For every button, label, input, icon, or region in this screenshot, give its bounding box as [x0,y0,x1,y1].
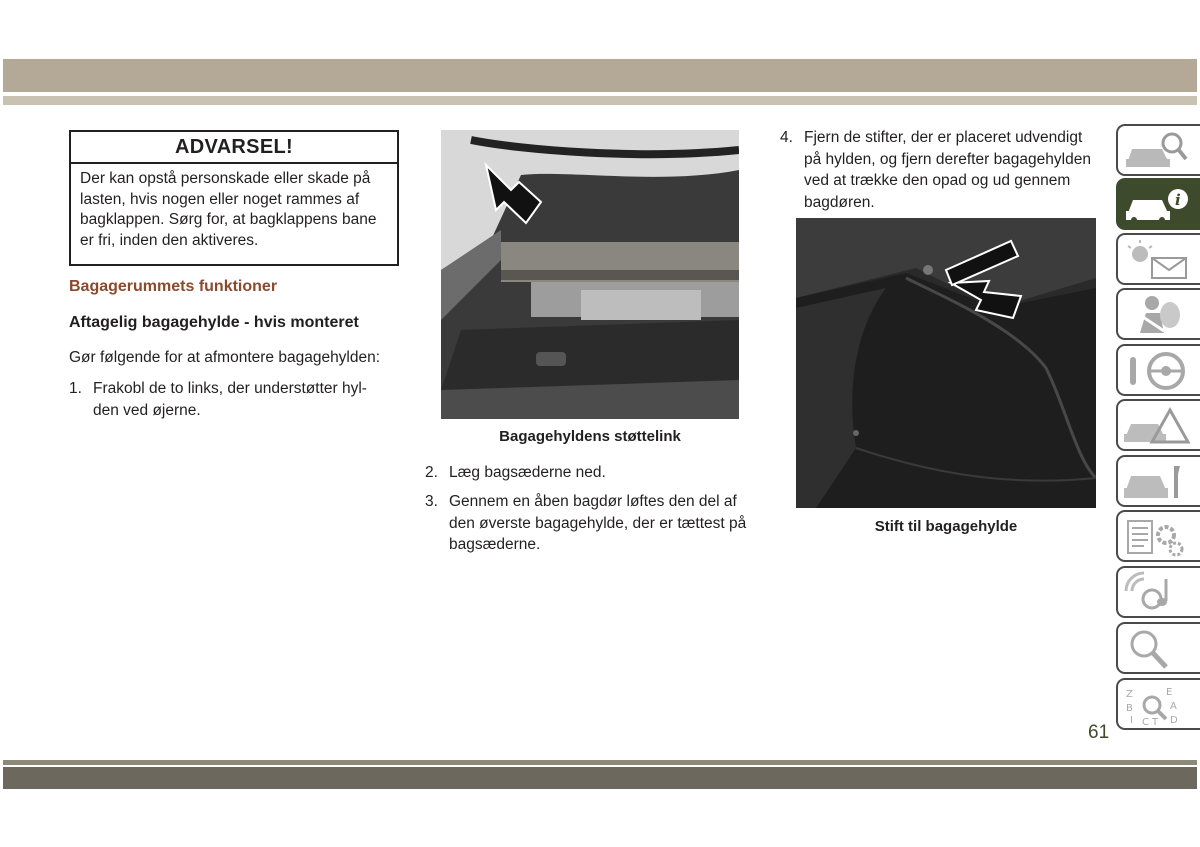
step-line: bagsæderne. [449,536,541,553]
nav-tab-warning-lights[interactable] [1116,233,1200,285]
warning-line: lasten, hvis nogen eller noget rammes af [80,190,360,208]
section-title: Bagagerummets funktioner [69,278,278,295]
footer-rule [3,760,1197,765]
nav-tab-car-service[interactable] [1116,455,1200,507]
svg-text:T: T [1152,717,1159,727]
magnifier-search-icon [1122,627,1192,671]
step-line: den øverste bagagehylde, der er tættest på [449,514,747,532]
footer-bar [3,767,1197,789]
step-line: Frakobl de to links, der understøtter hyl- [93,380,367,397]
nav-tab-car-info[interactable] [1116,178,1200,230]
step-line: Læg bagsæderne ned. [449,464,606,481]
step-line: på hylden, og fjern derefter bagagehylden [804,150,1091,168]
nav-tab-search[interactable] [1116,622,1200,674]
svg-text:B: B [1126,703,1133,714]
figure-caption: Bagagehyldens støttelink [499,428,681,445]
step-number: 4. [780,129,793,146]
step-line: bagdøren. [804,193,875,211]
nav-tab-multimedia[interactable] [1116,566,1200,618]
airbag-person-icon [1122,293,1192,337]
warning-text [71,164,397,251]
header-bar [3,59,1197,92]
nav-tab-car-warning[interactable] [1116,399,1200,451]
svg-text:A: A [1170,701,1177,712]
steering-wheel-icon [1122,349,1192,393]
car-wrench-icon [1122,460,1192,504]
subheading: Aftagelig bagagehylde - hvis monteret [69,314,359,331]
step-number: 1. [69,380,82,397]
figure-caption: Stift til bagagehylde [874,518,1018,535]
nav-tab-car-search[interactable] [1116,124,1200,176]
multimedia-music-icon [1122,571,1192,615]
specifications-gear-icon [1122,515,1192,559]
svg-text:D: D [1170,715,1178,726]
step-number: 2. [425,464,438,481]
car-info-icon [1122,183,1192,227]
warning-line: bagklappen. Sørg for, at bagklappens bane [80,211,377,228]
page-number: 61 [1088,722,1110,743]
nav-tab-specifications[interactable] [1116,510,1200,562]
svg-text:Z: Z [1126,689,1133,700]
nav-tab-steering[interactable] [1116,344,1200,396]
nav-tab-index[interactable] [1116,678,1200,730]
svg-text:E: E [1166,687,1173,698]
svg-text:i: i [1175,191,1181,209]
step-line: den ved øjerne. [93,401,201,419]
alphabet-index-icon [1122,683,1192,727]
step-line: Gennem en åben bagdør løftes den del af [449,493,737,510]
intro-paragraph: Gør følgende for at afmontere bagagehylden: [69,349,381,366]
svg-text:C: C [1142,717,1149,727]
svg-text:I: I [1130,715,1133,726]
header-rule [3,96,1197,105]
warning-line: er fri, inden den aktiveres. [80,231,259,249]
warning-lights-icon [1122,238,1192,282]
warning-box [69,130,399,266]
warning-title: ADVARSEL! [71,132,397,164]
warning-line: Der kan opstå personskade eller skade på [80,170,371,187]
figure-tailgate-photo [441,130,739,419]
car-warning-triangle-icon [1122,404,1192,448]
car-search-icon [1122,129,1192,173]
step-line: ved at trække den opad og ud gennem [804,172,1071,189]
step-line: Fjern de stifter, der er placeret udvendigt [804,129,1083,146]
figure-shelf-pin-photo [796,218,1096,508]
step-number: 3. [425,493,438,510]
nav-tab-airbag[interactable] [1116,288,1200,340]
